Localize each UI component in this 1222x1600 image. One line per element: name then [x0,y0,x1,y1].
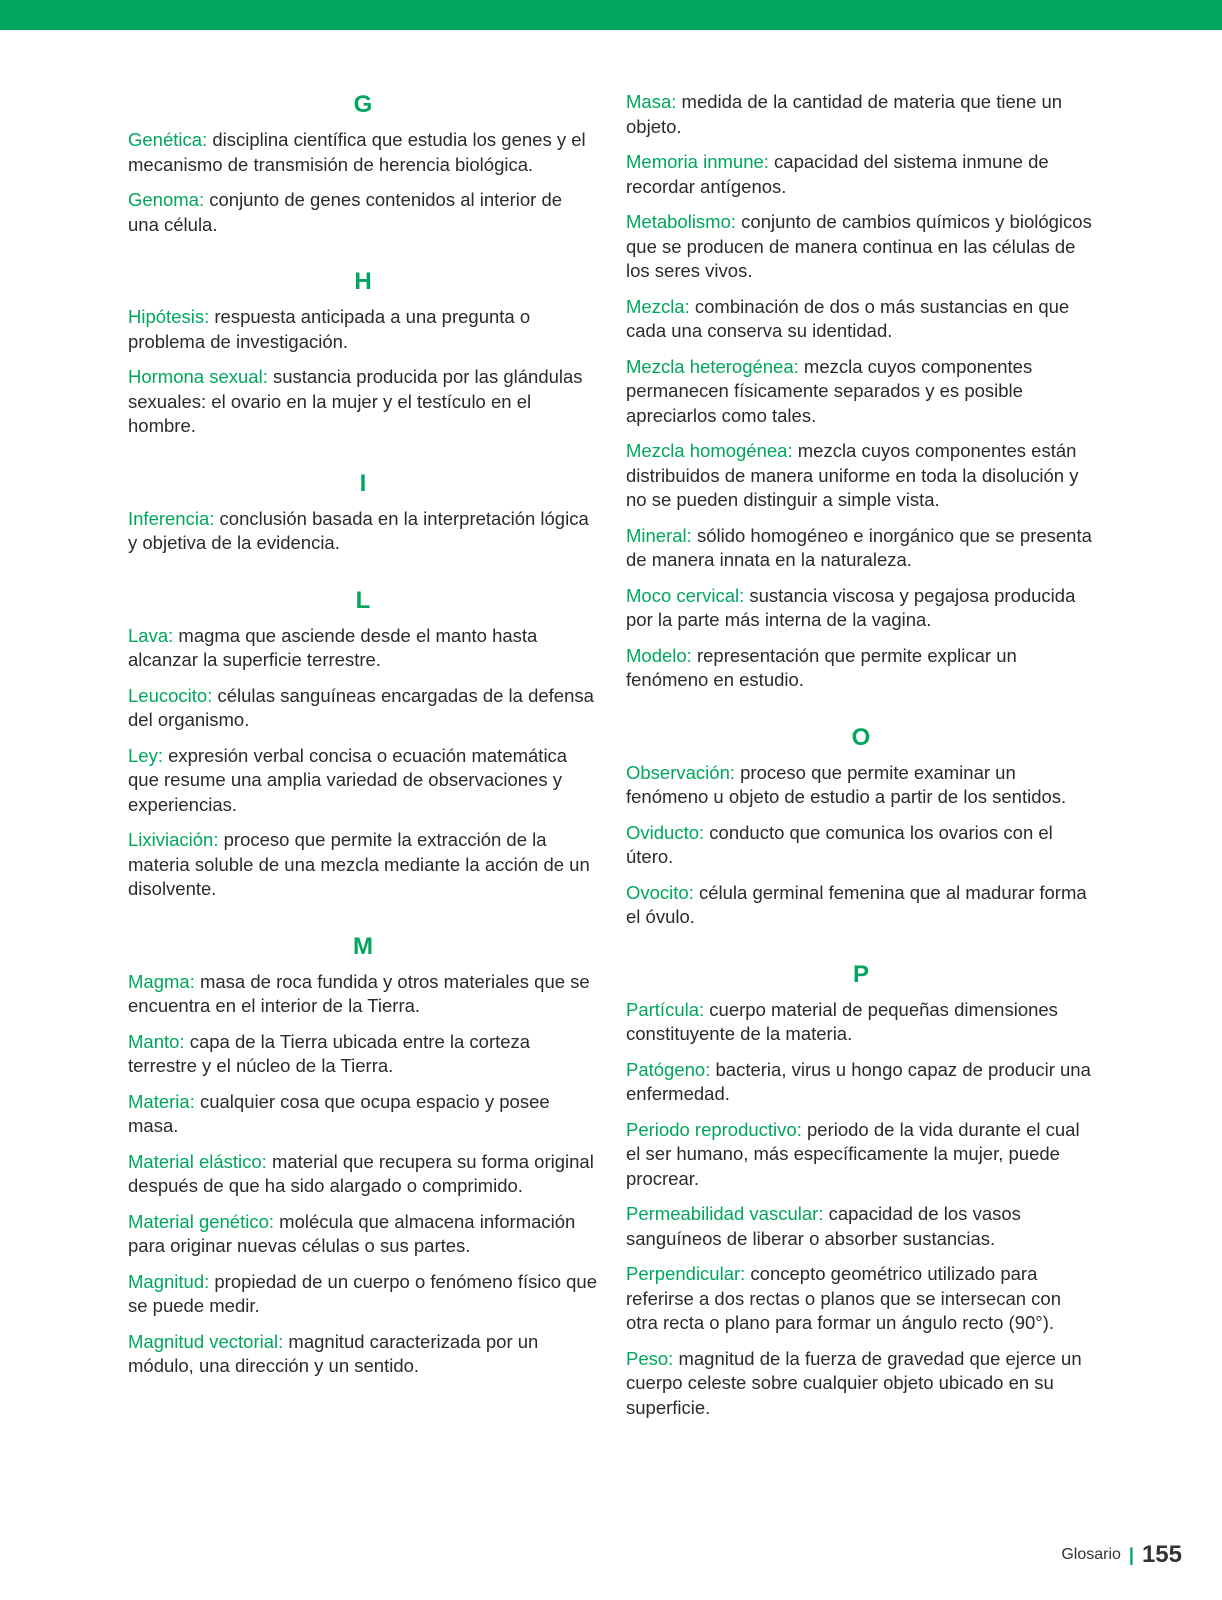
glossary-entry [626,1262,1096,1336]
glossary-definition: sustancia producida por las glándulas sexuales: el ovario en la mujer y el testículo en el hombre. [128,366,583,436]
glossary-section [128,469,598,556]
glossary-definition: mezcla cuyos componentes permanecen físicamente separados y es posible apreciarlos como tales. [626,355,1033,426]
glossary-entry [626,881,1096,930]
glossary-term: Magnitud vectorial: [128,1330,284,1352]
glossary-term: Moco cervical: [626,584,745,606]
glossary-left-column [128,90,598,1409]
glossary-definition: representación que permite explicar un fenómeno en estudio. [626,644,1017,690]
glossary-entry [128,1090,598,1139]
glossary-entry [128,1330,598,1379]
glossary-entry [626,1202,1096,1251]
glossary-definition: sólido homogéneo e inorgánico que se presenta de manera innata en la naturaleza. [626,524,1092,570]
glossary-definition: conclusión basada en la interpretación lógica y objetiva de la evidencia. [128,507,589,553]
section-letter-heading: O [851,723,871,751]
glossary-definition: magma que asciende desde el manto hasta alcanzar la superficie terrestre. [128,624,538,670]
glossary-entry [128,305,598,354]
glossary-term: Permeabilidad vascular: [626,1203,824,1224]
glossary-definition: capacidad del sistema inmune de recordar antígenos. [626,151,1049,197]
glossary-definition: expresión verbal concisa o ecuación matemática que resume una amplia variedad de observaciones y experiencias. [128,744,568,815]
glossary-term: Lava: [128,624,174,646]
glossary-definition: conjunto de genes contenidos al interior de una célula. [128,189,563,235]
glossary-entry [626,439,1096,513]
glossary-entry [626,584,1096,633]
glossary-definition: concepto geométrico utilizado para referirse a dos rectas o planos que se intersecan con otra recta o plano para formar un ángulo recto (90°). [626,1263,1061,1333]
glossary-term: Genética: [128,129,208,150]
section-letter-heading: I [359,469,367,497]
glossary-term: Modelo: [626,644,692,666]
glossary-definition: disciplina científica que estudia los genes y el mecanismo de transmisión de herencia biológica. [128,129,586,175]
glossary-entry [128,970,598,1019]
footer-section-label: Glosario [1061,1546,1121,1563]
glossary-term: Periodo reproductivo: [626,1118,802,1140]
glossary-term: Hipótesis: [128,306,210,327]
section-letter-heading: H [354,268,372,295]
section-letter-heading: G [353,91,373,118]
glossary-definition: cualquier cosa que ocupa espacio y posee masa. [128,1090,550,1136]
glossary-definition: células sanguíneas encargadas de la defensa del organismo. [128,684,594,730]
glossary-entry [626,524,1096,573]
glossary-definition: cuerpo material de pequeñas dimensiones constituyente de la materia. [626,998,1058,1044]
glossary-term: Mezcla: [626,295,690,317]
page-footer [1061,1540,1182,1570]
glossary-entry [128,1210,598,1259]
glossary-entry [128,1150,598,1199]
top-color-bar [0,0,1222,30]
glossary-definition: material que recupera su forma original después de que ha sido alargado o comprimido. [128,1150,594,1196]
glossary-term: Mineral: [626,524,692,546]
glossary-entry [128,1030,598,1079]
glossary-entry [626,210,1096,284]
glossary-definition: periodo de la vida durante el cual el ser humano, más específicamente la mujer, puede procrear. [626,1118,1080,1189]
glossary-definition: conjunto de cambios químicos y biológicos que se producen de manera continua en las células de los seres vivos. [626,211,1092,281]
glossary-definition: proceso que permite examinar un fenómeno u objeto de estudio a partir de los sentidos. [626,761,1067,807]
glossary-entry [626,1347,1096,1421]
glossary-term: Material genético: [128,1210,275,1232]
glossary-term: Ley: [128,744,163,766]
glossary-entry [128,1270,598,1319]
glossary-term: Materia: [128,1090,195,1112]
glossary-term: Material elástico: [128,1150,267,1172]
glossary-definition: masa de roca fundida y otros materiales que se encuentra en el interior de la Tierra. [128,970,590,1016]
glossary-term: Leucocito: [128,684,213,706]
glossary-entry [128,684,598,733]
footer-separator: | [1128,1544,1134,1565]
glossary-term: Mezcla heterogénea: [626,355,799,377]
glossary-entry [626,355,1096,429]
glossary-term: Peso: [626,1347,674,1369]
glossary-definition: magnitud caracterizada por un módulo, una dirección y un sentido. [128,1330,539,1376]
glossary-definition: capacidad de los vasos sanguíneos de liberar o absorber sustancias. [626,1203,1021,1249]
glossary-definition: conducto que comunica los ovarios con el útero. [626,821,1053,867]
glossary-entry [128,188,598,237]
glossary-entry [626,644,1096,693]
glossary-entry [128,128,598,177]
glossary-entry [128,507,598,556]
glossary-section [626,960,1096,1421]
glossary-term: Patógeno: [626,1058,711,1080]
glossary-section [626,90,1096,693]
glossary-term: Observación: [626,761,735,783]
glossary-definition: respuesta anticipada a una pregunta o problema de investigación. [128,306,531,352]
section-letter-heading: L [355,586,371,614]
glossary-entry [128,744,598,818]
glossary-term: Masa: [626,91,677,112]
glossary-definition: magnitud de la fuerza de gravedad que ejerce un cuerpo celeste sobre cualquier objeto ubicado en su superficie. [626,1347,1082,1418]
section-letter-heading: P [852,960,869,988]
glossary-section [128,586,598,902]
page-number: 155 [1141,1541,1182,1568]
glossary-definition: propiedad de un cuerpo o fenómeno físico que se puede medir. [128,1270,598,1316]
glossary-right-column [626,90,1096,1450]
glossary-entry [626,1058,1096,1107]
glossary-term: Mezcla homogénea: [626,440,793,461]
glossary-definition: sustancia viscosa y pegajosa producida por la parte más interna de la vagina. [626,584,1076,630]
glossary-section [128,90,598,237]
glossary-term: Ovocito: [626,881,694,903]
glossary-term: Magma: [128,970,195,992]
glossary-entry [626,150,1096,199]
glossary-definition: capa de la Tierra ubicada entre la corteza terrestre y el núcleo de la Tierra. [128,1030,531,1076]
glossary-term: Memoria inmune: [626,151,769,172]
glossary-definition: molécula que almacena información para originar nuevas células o sus partes. [128,1210,576,1256]
glossary-entry [626,761,1096,810]
glossary-term: Manto: [128,1030,185,1052]
glossary-entry [626,90,1096,139]
glossary-entry [626,998,1096,1047]
glossary-term: Inferencia: [128,507,215,529]
glossary-section [128,267,598,439]
glossary-entry [128,365,598,439]
glossary-definition: célula germinal femenina que al madurar forma el óvulo. [626,881,1087,927]
glossary-definition: combinación de dos o más sustancias en que cada una conserva su identidad. [626,295,1070,341]
glossary-definition: medida de la cantidad de materia que tiene un objeto. [626,91,1063,137]
glossary-entry [128,624,598,673]
glossary-section [128,932,598,1379]
glossary-term: Oviducto: [626,821,705,843]
glossary-entry [626,295,1096,344]
glossary-entry [626,1118,1096,1192]
glossary-term: Perpendicular: [626,1263,746,1284]
glossary-definition: proceso que permite la extracción de la materia soluble de una mezcla mediante la acción de un disolvente. [128,829,590,899]
glossary-term: Magnitud: [128,1270,210,1292]
section-letter-heading: M [353,932,373,960]
glossary-term: Hormona sexual: [128,366,268,387]
glossary-entry [128,828,598,902]
glossary-definition: bacteria, virus u hongo capaz de producir una enfermedad. [626,1058,1091,1104]
glossary-definition: mezcla cuyos componentes están distribuidos de manera uniforme en toda la disolución y no se pueden distinguir a simple vista. [626,440,1079,510]
glossary-term: Metabolismo: [626,211,737,232]
glossary-entry [626,821,1096,870]
glossary-term: Genoma: [128,189,205,210]
glossary-term: Lixiviación: [128,829,219,850]
glossary-section [626,723,1096,930]
glossary-term: Partícula: [626,998,705,1020]
